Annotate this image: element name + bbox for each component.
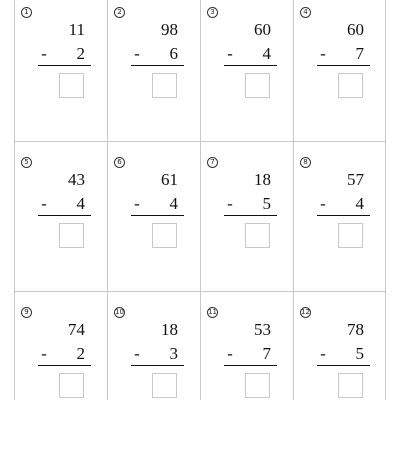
minuend: 60 [347,20,364,39]
subtrahend: 2 [76,44,85,63]
problem-cell [201,150,293,300]
minuend: 53 [254,320,271,339]
subtrahend: 4 [262,44,271,63]
sum-line [317,365,370,366]
minus-sign: - [41,344,47,363]
sum-line [224,215,277,216]
sum-line [131,65,184,66]
subtrahend: 5 [262,194,271,213]
problem-number: 1 [21,7,32,18]
subtrahend: 6 [169,44,178,63]
sum-line [38,365,91,366]
minuend: 98 [161,20,178,39]
answer-box[interactable] [245,73,270,98]
minus-sign: - [227,344,233,363]
answer-box[interactable] [152,373,177,398]
minus-sign: - [320,344,326,363]
sum-line [38,65,91,66]
subtrahend: 7 [262,344,271,363]
answer-box[interactable] [245,373,270,398]
problem-number: 7 [207,157,218,168]
subtrahend: 4 [169,194,178,213]
minus-sign: - [320,194,326,213]
problem-number: 5 [21,157,32,168]
problem-number: 10 [115,308,124,316]
problem-cell [108,0,200,150]
problem-cell [294,150,386,300]
minuend: 18 [161,320,178,339]
subtrahend: 2 [76,344,85,363]
problem-cell [15,0,107,150]
problem-cell [201,0,293,150]
minus-sign: - [227,44,233,63]
problem-number: 2 [114,7,125,18]
subtrahend: 3 [169,344,178,363]
sum-line [38,215,91,216]
sum-line [224,65,277,66]
minuend: 57 [347,170,364,189]
subtrahend: 5 [355,344,364,363]
minus-sign: - [320,44,326,63]
problem-number: 3 [207,7,218,18]
problem-number: 4 [300,7,311,18]
problem-cell [108,150,200,300]
minuend: 18 [254,170,271,189]
answer-box[interactable] [152,223,177,248]
problem-number: 9 [21,307,32,318]
answer-box[interactable] [59,223,84,248]
minuend: 78 [347,320,364,339]
problem-cell [201,300,293,450]
minuend: 74 [68,320,85,339]
subtrahend: 4 [76,194,85,213]
sum-line [317,215,370,216]
problem-cell [108,300,200,450]
sum-line [131,215,184,216]
subtrahend: 7 [355,44,364,63]
answer-box[interactable] [338,223,363,248]
problem-number: 8 [300,157,311,168]
sum-line [224,365,277,366]
minus-sign: - [134,344,140,363]
sum-line [317,65,370,66]
problem-cell [15,150,107,300]
minus-sign: - [134,44,140,63]
minuend: 43 [68,170,85,189]
minuend: 60 [254,20,271,39]
problem-number: 11 [208,308,217,316]
problem-cell [294,0,386,150]
sum-line [131,365,184,366]
problem-cell [294,300,386,450]
minus-sign: - [227,194,233,213]
minuend: 11 [68,20,85,39]
problem-cell [15,300,107,450]
answer-box[interactable] [152,73,177,98]
subtrahend: 4 [355,194,364,213]
answer-box[interactable] [245,223,270,248]
answer-box[interactable] [338,373,363,398]
minuend: 61 [161,170,178,189]
minus-sign: - [41,44,47,63]
answer-box[interactable] [338,73,363,98]
minus-sign: - [134,194,140,213]
minus-sign: - [41,194,47,213]
problem-number: 6 [114,157,125,168]
problem-number: 12 [301,308,310,316]
answer-box[interactable] [59,73,84,98]
answer-box[interactable] [59,373,84,398]
